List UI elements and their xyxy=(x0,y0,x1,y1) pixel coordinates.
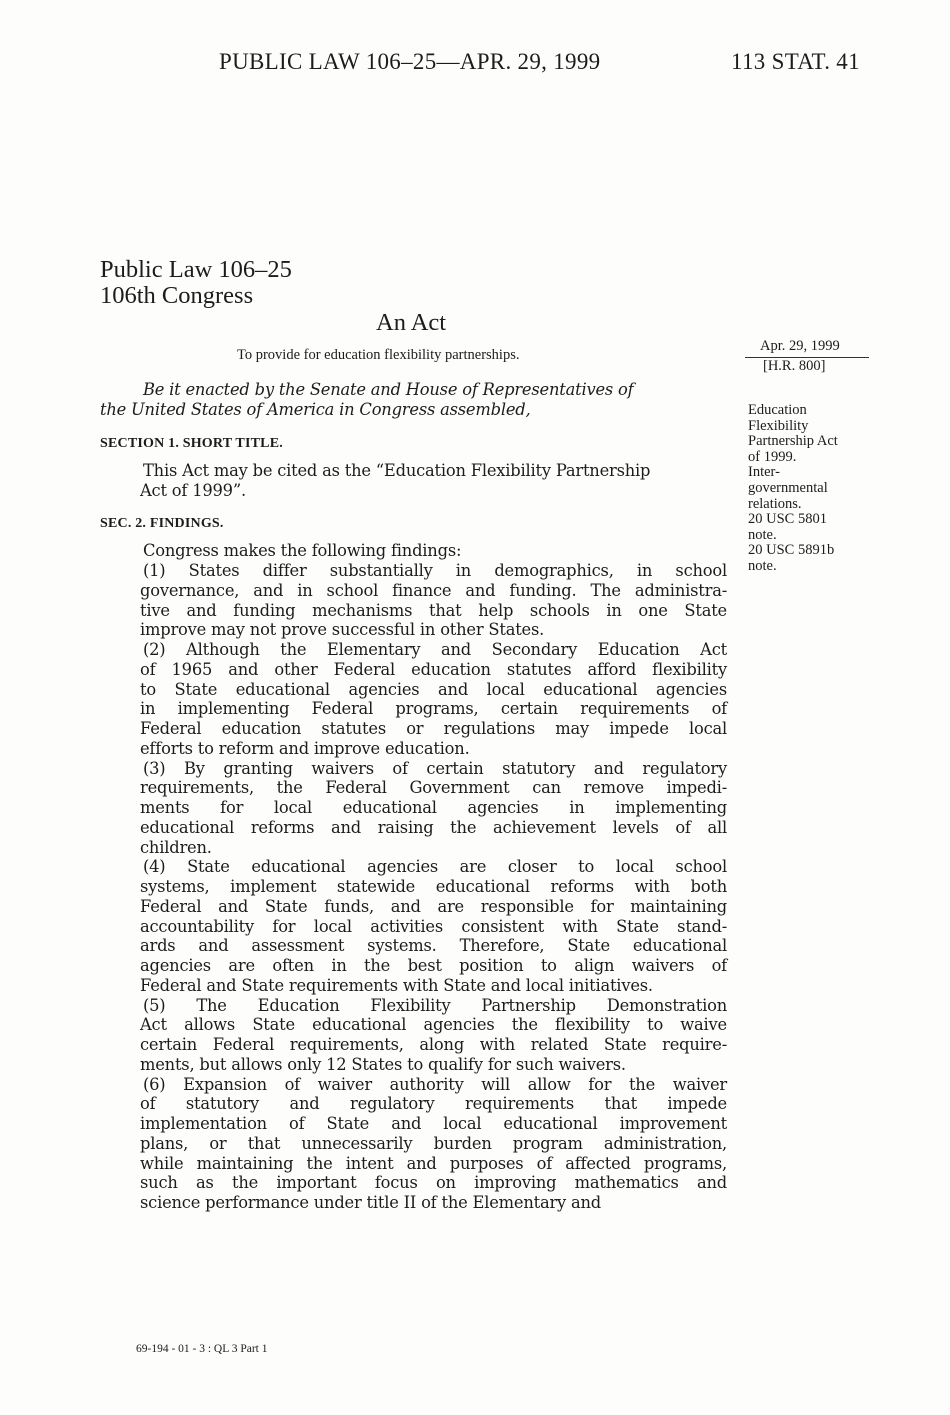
finding-4-line: systems, implement statewide educational reforms with both xyxy=(140,877,727,896)
finding-1-line: governance, and in school finance and funding. The administra- xyxy=(140,580,727,600)
margin-note-line: governmental xyxy=(748,479,828,496)
finding-2-line: of 1965 and other Federal education statutes afford flexibility xyxy=(140,659,727,679)
margin-note-line: note. xyxy=(748,526,777,543)
finding-2-line: Federal education statutes or regulations may impede local xyxy=(140,719,727,738)
margin-note-line: relations. xyxy=(748,495,802,512)
section-2-heading: SEC. 2. FINDINGS. xyxy=(100,516,224,531)
margin-date: Apr. 29, 1999 xyxy=(760,338,840,354)
margin-note-line: note. xyxy=(748,557,777,574)
public-law-number: Public Law 106–25 xyxy=(100,256,292,283)
finding-3-line: children. xyxy=(140,837,212,857)
finding-2-line: (2) Although the Elementary and Secondary Education Act xyxy=(143,640,727,659)
act-title: An Act xyxy=(376,309,447,336)
margin-note-line: 20 USC 5891b xyxy=(748,542,835,559)
margin-note-line: Flexibility xyxy=(748,417,809,434)
finding-5-line: Act allows State educational agencies the flexibility to waive xyxy=(140,1015,727,1035)
finding-5-line: (5) The Education Flexibility Partnership Demonstration xyxy=(143,995,727,1015)
margin-note-line: of 1999. xyxy=(748,448,797,465)
page-footer-code: 69-194 - 01 - 3 : QL 3 Part 1 xyxy=(136,1343,268,1355)
finding-6-line: science performance under title II of the Elementary and xyxy=(140,1193,602,1212)
finding-4-line: agencies are often in the best position to align waivers of xyxy=(140,956,727,975)
margin-note-line: 20 USC 5801 xyxy=(748,511,827,528)
congress-label: 106th Congress xyxy=(100,282,254,309)
finding-3-line: ments for local educational agencies in implementing xyxy=(140,798,727,817)
finding-1-line: improve may not prove successful in other States. xyxy=(140,620,545,640)
finding-1-line: (1) States differ substantially in demographics, in school xyxy=(143,561,727,580)
finding-4-line: Federal and State funds, and are responsible for maintaining xyxy=(140,896,727,916)
finding-6-line: plans, or that unnecessarily burden program administration, xyxy=(140,1133,727,1153)
finding-3-line: requirements, the Federal Government can remove impedi- xyxy=(140,778,727,798)
finding-2-line: in implementing Federal programs, certain requirements of xyxy=(140,699,727,719)
margin-note-line: Inter- xyxy=(748,464,780,481)
finding-5-line: certain Federal requirements, along with related State require- xyxy=(140,1035,727,1054)
finding-6-line: (6) Expansion of waiver authority will allow for the waiver xyxy=(143,1074,727,1094)
running-header-title: PUBLIC LAW 106–25—APR. 29, 1999 xyxy=(219,49,601,74)
margin-note-line: Education xyxy=(748,402,807,418)
section-2-intro: Congress makes the following findings: xyxy=(143,541,462,560)
margin-bill-number: [H.R. 800] xyxy=(763,358,826,374)
enacting-clause-line-2: the United States of America in Congress assembled, xyxy=(100,400,531,419)
enacting-clause-line-1: Be it enacted by the Senate and House of Representatives of xyxy=(143,380,634,399)
finding-3-line: educational reforms and raising the achievement levels of all xyxy=(140,817,727,837)
finding-2-line: efforts to reform and improve education. xyxy=(140,738,470,758)
finding-5-line: ments, but allows only 12 States to qualify for such waivers. xyxy=(140,1054,626,1074)
finding-4-line: Federal and State requirements with State and local initiatives. xyxy=(140,975,653,995)
finding-6-line: of statutory and regulatory requirements that impede xyxy=(140,1094,727,1114)
finding-4-line: accountability for local activities consistent with State stand- xyxy=(140,916,727,936)
finding-4-line: ards and assessment systems. Therefore, State educational xyxy=(140,936,727,956)
margin-note-line: Partnership Act xyxy=(748,433,838,450)
section-1-text-line-2: Act of 1999”. xyxy=(140,481,246,500)
finding-6-line: implementation of State and local educational improvement xyxy=(140,1114,727,1133)
finding-3-line: (3) By granting waivers of certain statutory and regulatory xyxy=(143,758,727,778)
margin-notes xyxy=(748,403,838,575)
finding-4-line: (4) State educational agencies are closer to local school xyxy=(143,857,727,877)
finding-2-line: to State educational agencies and local educational agencies xyxy=(140,679,727,699)
page-stat-number: 113 STAT. 41 xyxy=(731,49,860,74)
finding-6-line: while maintaining the intent and purposes of affected programs, xyxy=(140,1153,727,1173)
section-1-text-line-1: This Act may be cited as the “Education Flexibility Partnership xyxy=(143,461,651,480)
finding-1-line: tive and funding mechanisms that help schools in one State xyxy=(140,600,727,620)
act-purpose: To provide for education flexibility partnerships. xyxy=(237,347,520,363)
section-1-heading: SECTION 1. SHORT TITLE. xyxy=(100,436,283,451)
finding-6-line: such as the important focus on improving mathematics and xyxy=(140,1173,727,1193)
